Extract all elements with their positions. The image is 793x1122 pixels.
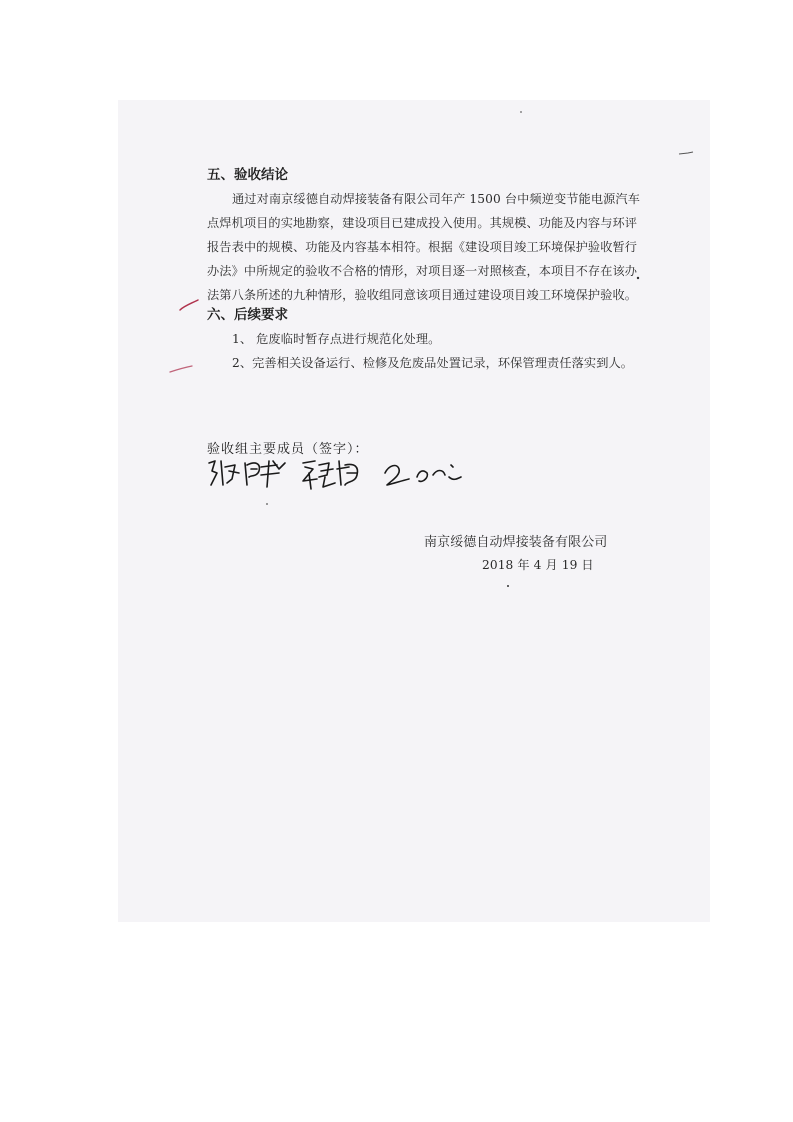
dot-mark [636, 276, 640, 280]
section-6-heading: 六、后续要求 [207, 307, 288, 323]
section-5-line-5: 法第八条所述的九种情形，验收组同意该项目通过建设项目竣工环境保护验收。 [207, 288, 638, 302]
company-name: 南京绥德自动焊接装备有限公司 [424, 535, 608, 550]
dot-mark-top [519, 110, 523, 114]
section-5-line-2: 点焊机项目的实地勘察，建设项目已建成投入使用。其规模、功能及内容与环评 [207, 216, 638, 230]
document-date: 2018 年 4 月 19 日 [482, 558, 594, 572]
signature-label: 验收组主要成员（签字）： [207, 442, 369, 457]
ink-smudge-mark [168, 362, 194, 374]
scan-speck-mark [678, 150, 694, 156]
section-5-line-4: 办法》中所规定的验收不合格的情形，对项目逐一对照核查，本项目不存在该办 [207, 264, 638, 278]
dot-mark-signature [264, 501, 270, 507]
section-5-line-1: 通过对南京绥德自动焊接装备有限公司年产 1500 台中频逆变节能电源汽车 [232, 192, 640, 206]
ink-stroke-mark [178, 298, 200, 312]
dot-mark-bottom [506, 584, 510, 588]
handwritten-signatures [205, 455, 475, 495]
section-5-heading: 五、验收结论 [207, 167, 288, 183]
section-5-line-3: 报告表中的规模、功能及内容基本相符。根据《建设项目竣工环境保护验收暂行 [207, 240, 638, 254]
section-6-item-2: 2、完善相关设备运行、检修及危废品处置记录，环保管理责任落实到人。 [232, 356, 634, 370]
section-6-item-1: 1、 危废临时暂存点进行规范化处理。 [232, 332, 441, 346]
